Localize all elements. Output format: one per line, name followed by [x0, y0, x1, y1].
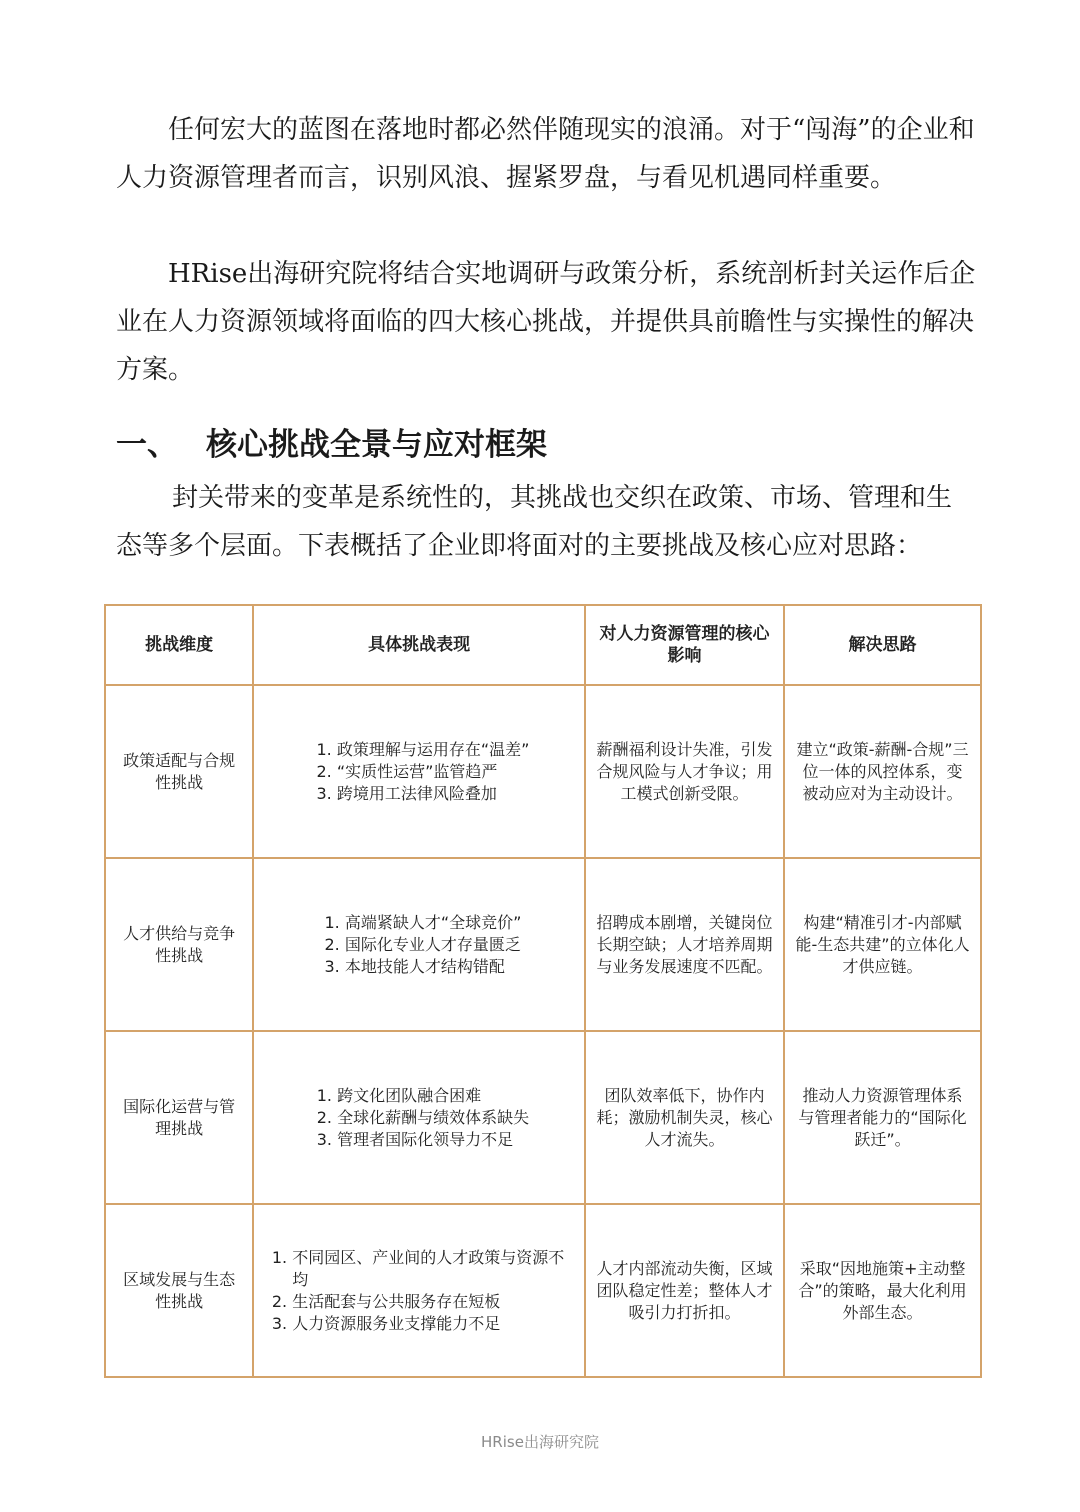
manifestation-cell	[253, 1031, 585, 1204]
manifestation-item: 2. 国际化专业人才存量匮乏	[345, 934, 522, 956]
impact-cell: 团队效率低下，协作内耗；激励机制失灵，核心人才流失。	[585, 1031, 784, 1204]
manifestation-item: 3. 人力资源服务业支撑能力不足	[292, 1313, 574, 1335]
header-dimension: 挑战维度	[105, 605, 253, 685]
manifestation-cell	[253, 1204, 585, 1377]
header-impact: 对人力资源管理的核心影响	[585, 605, 784, 685]
manifestation-item: 3. 跨境用工法律风险叠加	[337, 783, 530, 805]
dimension-cell: 国际化运营与管理挑战	[105, 1031, 253, 1204]
header-solution: 解决思路	[784, 605, 981, 685]
section-intro-paragraph: 封关带来的变革是系统性的，其挑战也交织在政策、市场、管理和生态等多个层面。下表概括了企业即将面对的主要挑战及核心应对思路：	[116, 483, 953, 561]
table-header-row	[105, 605, 981, 685]
manifestation-cell	[253, 685, 585, 858]
impact-cell: 薪酬福利设计失准，引发合规风险与人才争议；用工模式创新受限。	[585, 685, 784, 858]
solution-cell: 构建“精准引才-内部赋能-生态共建”的立体化人才供应链。	[784, 858, 981, 1031]
manifestation-item: 3. 本地技能人才结构错配	[345, 956, 522, 978]
intro-paragraph-1: 任何宏大的蓝图在落地时都必然伴随现实的浪涌。对于“闯海”的企业和人力资源管理者而言，识别风浪、握紧罗盘，与看见机遇同样重要。	[116, 115, 975, 193]
table-row	[105, 1031, 981, 1204]
solution-cell: 推动人力资源管理体系与管理者能力的“国际化跃迁”。	[784, 1031, 981, 1204]
manifestation-item: 1. 跨文化团队融合困难	[337, 1085, 529, 1107]
manifestation-item: 1. 高端紧缺人才“全球竞价”	[345, 912, 522, 934]
header-manifestation: 具体挑战表现	[253, 605, 585, 685]
manifestation-item: 1. 政策理解与运用存在“温差”	[337, 739, 530, 761]
footer-watermark: HRise出海研究院	[481, 1433, 599, 1451]
manifestation-item: 3. 管理者国际化领导力不足	[337, 1129, 529, 1151]
manifestation-cell	[253, 858, 585, 1031]
solution-cell: 建立“政策-薪酬-合规”三位一体的风控体系，变被动应对为主动设计。	[784, 685, 981, 858]
manifestation-item: 2. “实质性运营”监管趋严	[337, 761, 530, 783]
impact-cell: 招聘成本剧增，关键岗位长期空缺；人才培养周期与业务发展速度不匹配。	[585, 858, 784, 1031]
dimension-cell: 人才供给与竞争性挑战	[105, 858, 253, 1031]
table-row	[105, 685, 981, 858]
section-heading	[116, 420, 547, 470]
section-title: 核心挑战全景与应对框架	[206, 427, 547, 463]
solution-cell: 采取“因地施策+主动整合”的策略，最大化利用外部生态。	[784, 1204, 981, 1377]
manifestation-item: 1. 不同园区、产业间的人才政策与资源不均	[292, 1247, 574, 1291]
impact-cell: 人才内部流动失衡，区域团队稳定性差；整体人才吸引力打折扣。	[585, 1204, 784, 1377]
section-number: 一、	[116, 427, 178, 463]
challenge-table	[104, 604, 982, 1378]
table-row	[105, 1204, 981, 1377]
dimension-cell: 政策适配与合规性挑战	[105, 685, 253, 858]
manifestation-item: 2. 生活配套与公共服务存在短板	[292, 1291, 574, 1313]
table-row	[105, 858, 981, 1031]
manifestation-item: 2. 全球化薪酬与绩效体系缺失	[337, 1107, 529, 1129]
intro-paragraph-2: HRise出海研究院将结合实地调研与政策分析，系统剖析封关运作后企业在人力资源领域将面临的四大核心挑战，并提供具前瞻性与实操性的解决方案。	[116, 259, 976, 385]
dimension-cell: 区域发展与生态性挑战	[105, 1204, 253, 1377]
